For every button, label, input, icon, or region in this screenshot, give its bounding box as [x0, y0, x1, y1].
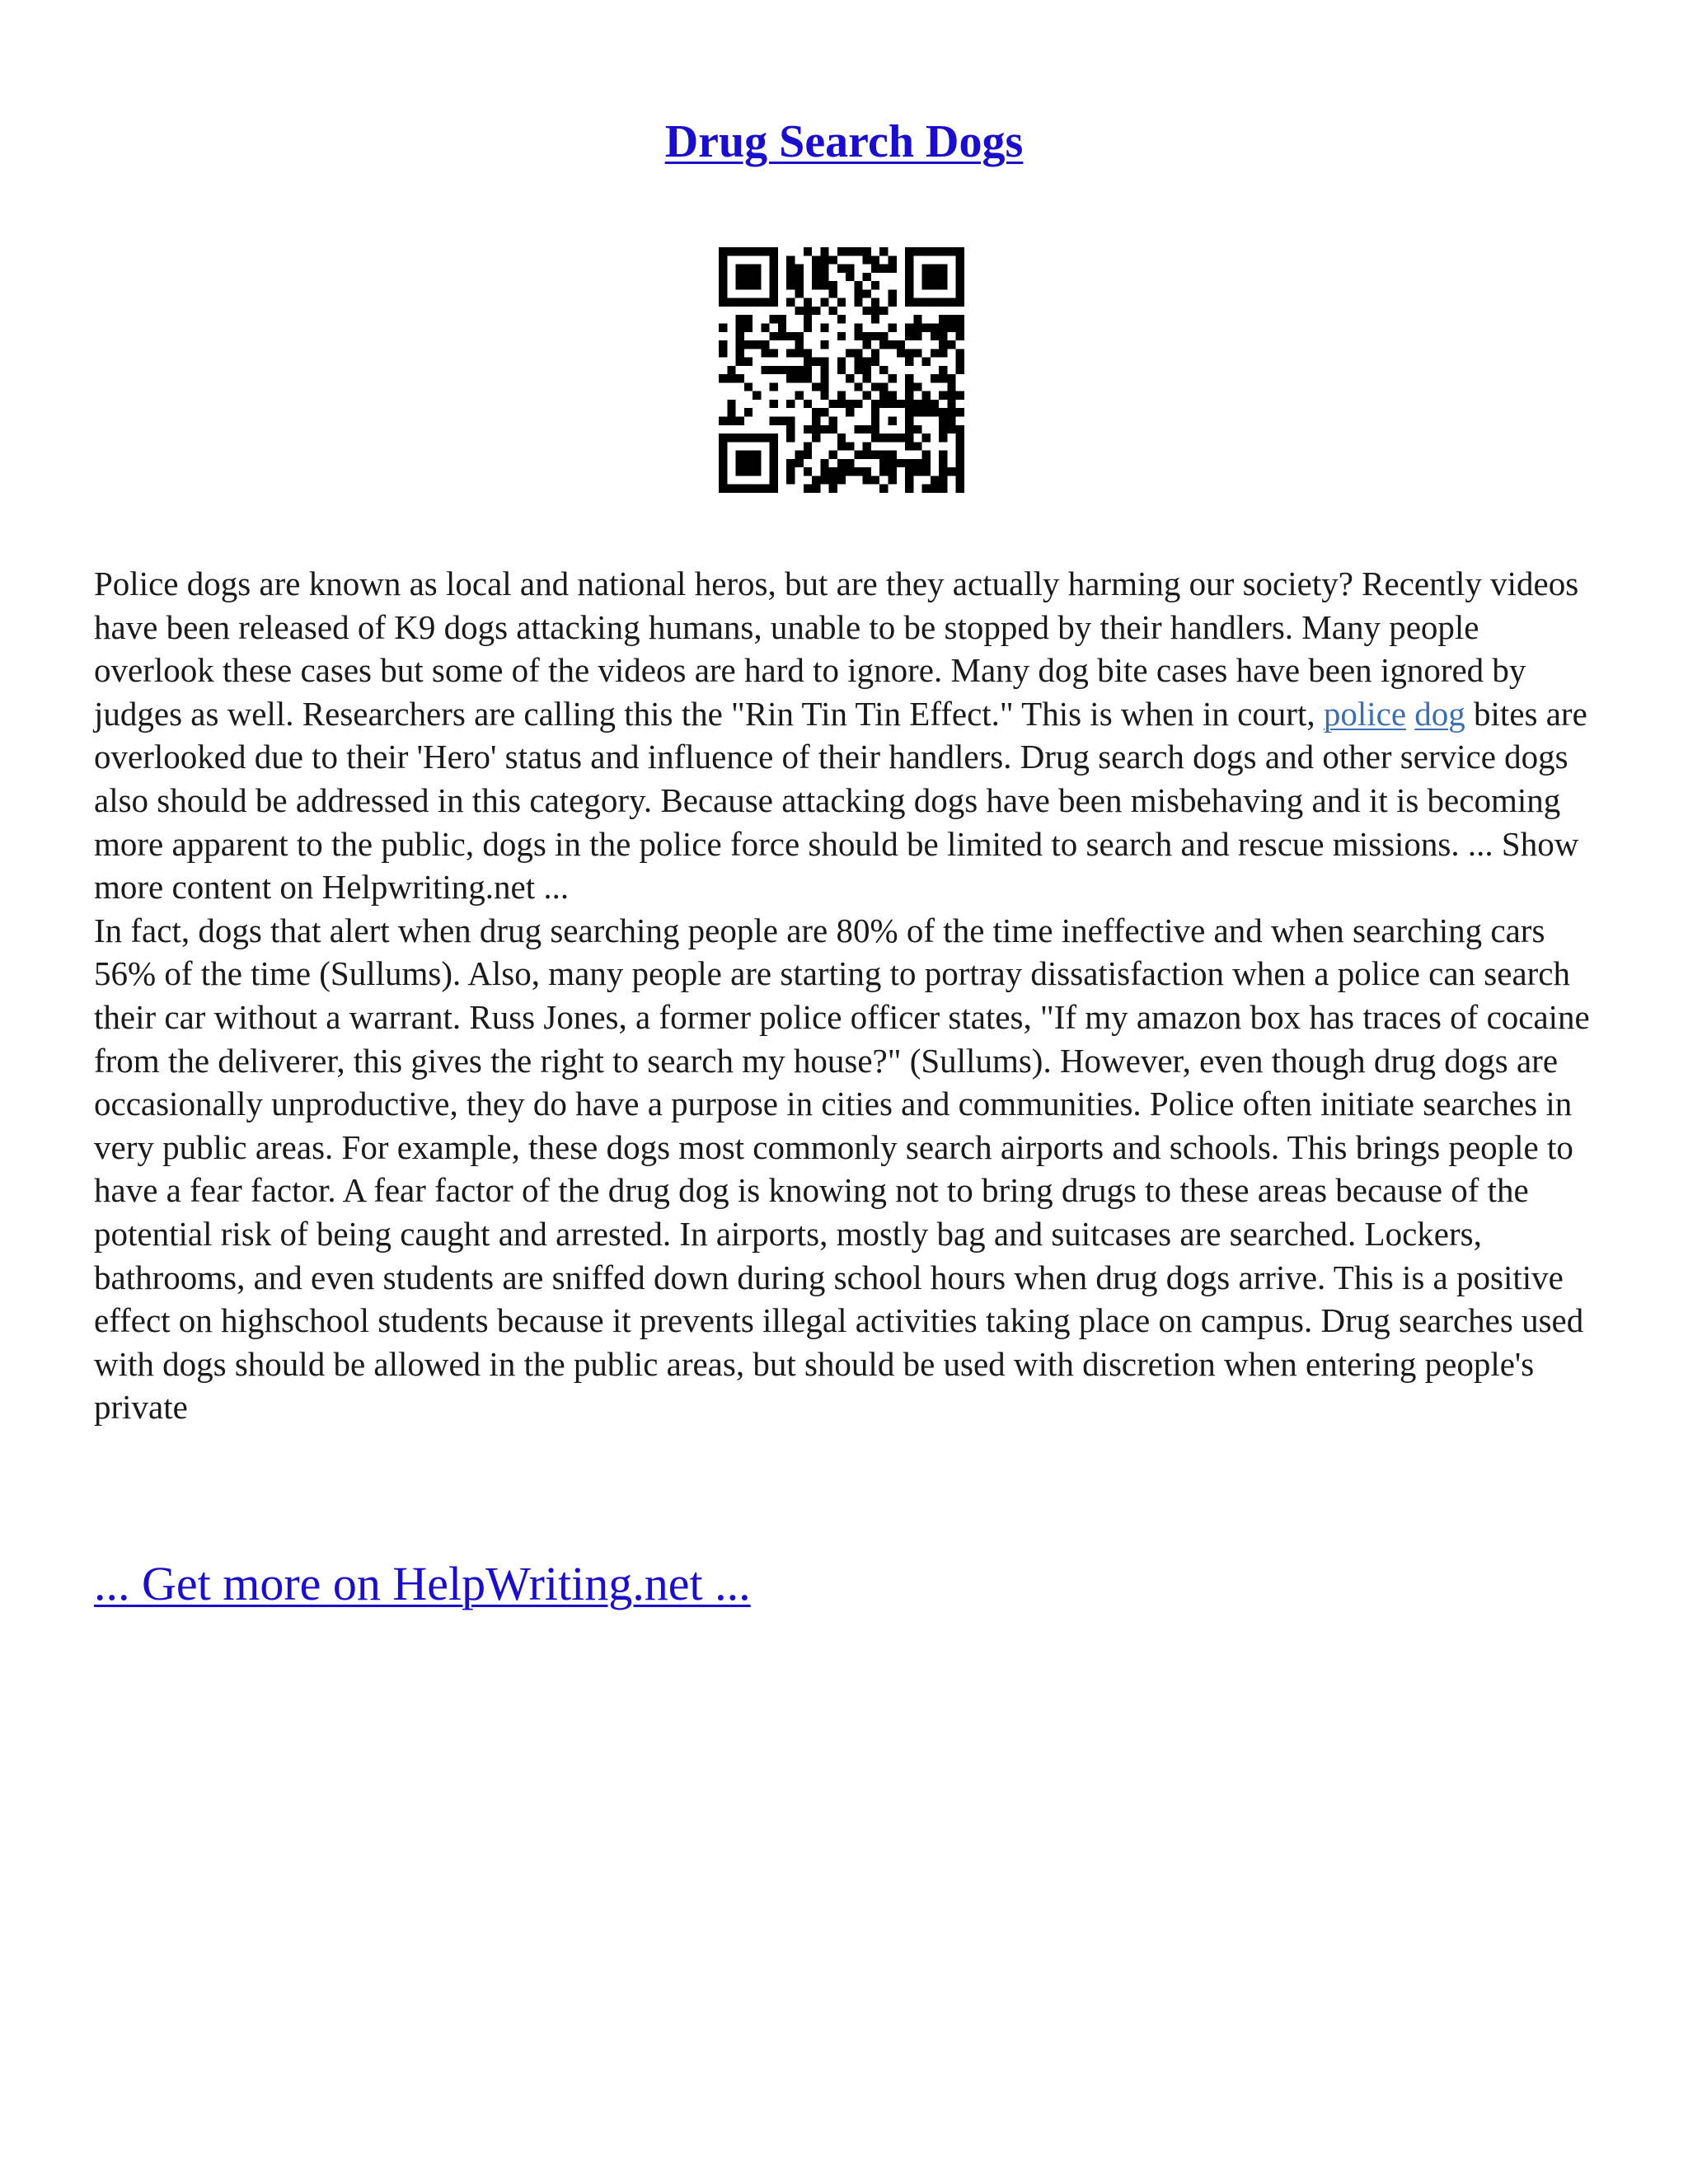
more-link-container [94, 1556, 751, 1611]
dog-link[interactable]: dog [1414, 694, 1465, 733]
paragraph-2: In fact, dogs that alert when drug searching people are 80% of the time ineffective and when searching cars 56% of the time (Sullums). Also, many people are starting to portray dissatisfaction when a police can search their car without a warrant. Russ Jones, a former police officer states, "If my amazon box has traces of cocaine from the deliverer, this gives the right to search my house?" (Sullums). However, even though drug dogs are occasionally unproductive, they do have a purpose in cities and communities. Police often initiate searches in very public areas. For example, these dogs most commonly search airports and schools. This brings people to have a fear factor. A fear factor of the drug dog is knowing not to bring drugs to these areas because of the potential risk of being caught and arrested. In airports, mostly bag and suitcases are searched. Lockers, bathrooms, and even students are sniffed down during school hours when drug dogs arrive. This is a positive effect on highschool students because it prevents illegal activities taking place on campus. Drug searches used with dogs should be allowed in the public areas, but should be used with discretion when entering people's private [94, 911, 1590, 1427]
paragraph-1-text-a: Police dogs are known as local and national heros, but are they actually harming our society? Recently videos have been released of K9 dogs attacking humans, unable to be stopped by their handlers. Many people overlook these cases but some of the videos are hard to ignore. Many dog bite cases have been ignored by judges as well. Researchers are calling this the "Rin Tin Tin Effect." This is when in court, [94, 565, 1579, 733]
qr-code-icon [719, 247, 964, 493]
get-more-link[interactable]: ... Get more on HelpWriting.net ... [94, 1557, 751, 1610]
article-body [94, 562, 1602, 1429]
title-container [0, 115, 1688, 168]
paragraph-1-text-b: bites are overlooked due to their 'Hero' status and influence of their handlers. Drug search dogs and other service dogs also should be addressed in this category. Because attacking dogs have been misbehaving and it is becoming more apparent to the public, dogs in the police force should be limited to search and rescue missions. ... Show more content on Helpwriting.net ... [94, 694, 1587, 907]
police-link[interactable]: police [1323, 694, 1407, 733]
document-title-link[interactable]: Drug Search Dogs [664, 116, 1024, 167]
paragraph-1 [94, 562, 1602, 909]
